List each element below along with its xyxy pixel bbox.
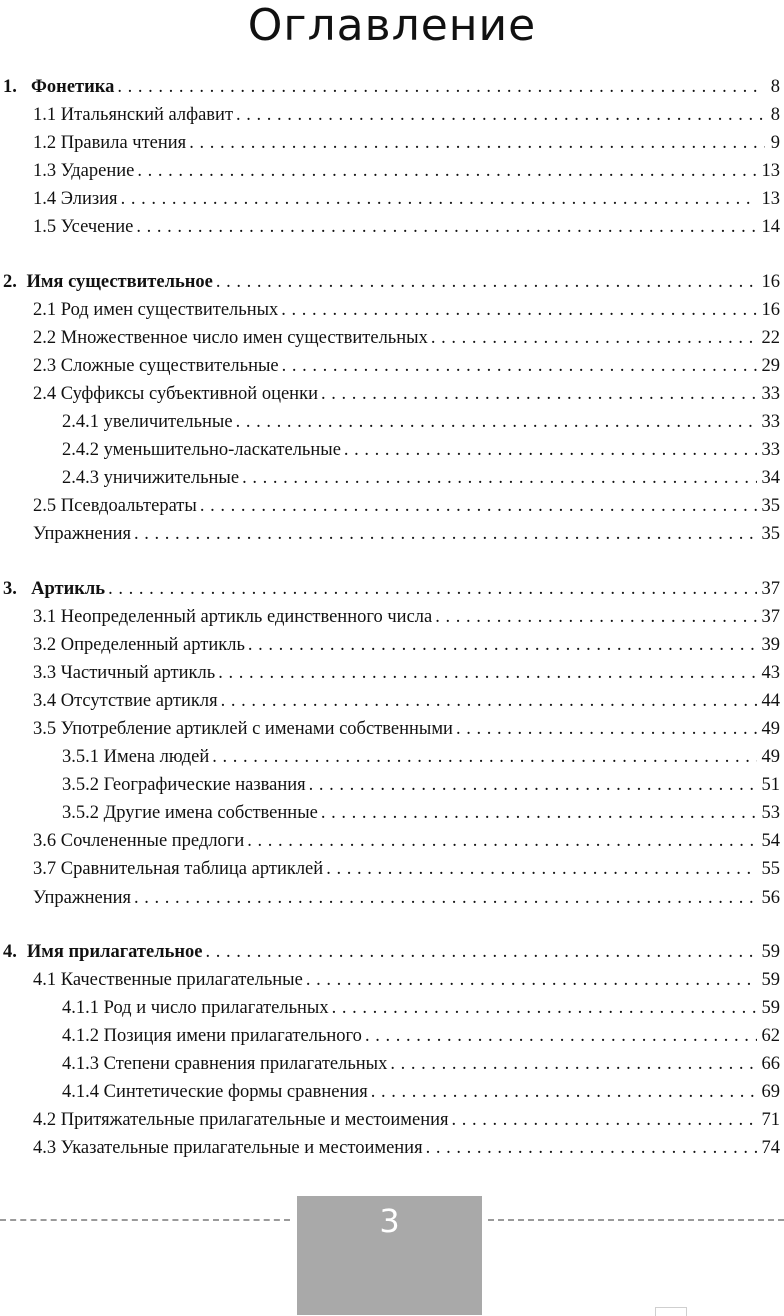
entry-page-number: 49 xyxy=(761,718,780,739)
entry-title: 3.5 Употребление артиклей с именами собственными xyxy=(33,718,453,739)
toc-section xyxy=(0,73,784,242)
dot-leader xyxy=(344,436,757,464)
table-of-contents xyxy=(0,73,784,1162)
dot-leader xyxy=(117,73,763,101)
entry-title: 4.1.2 Позиция имени прилагательного xyxy=(62,1025,362,1046)
entry-title: 4.1 Качественные прилагательные xyxy=(33,969,303,990)
chapter-title: Фонетика xyxy=(31,77,115,97)
dot-leader xyxy=(365,1022,757,1050)
chapter-number: 1. xyxy=(3,77,17,97)
toc-section xyxy=(0,575,784,912)
toc-section xyxy=(0,938,784,1163)
entry-title: 3.5.1 Имена людей xyxy=(62,747,210,768)
entry-page-number: 35 xyxy=(761,524,780,545)
entry-title: 3.5.2 Географические названия xyxy=(62,775,306,796)
entry-title: 1.2 Правила чтения xyxy=(33,133,187,154)
page-number: 3 xyxy=(379,1202,400,1240)
dot-leader xyxy=(108,575,756,603)
dot-leader xyxy=(435,603,756,631)
entry-title: Упражнения xyxy=(33,887,132,908)
entry-title: 2.1 Род имен существительных xyxy=(33,299,279,320)
dot-leader xyxy=(452,1106,757,1134)
entry-title: 4.1.3 Степени сравнения прилагательных xyxy=(62,1054,388,1074)
entry-page-number: 59 xyxy=(761,997,780,1018)
dot-leader xyxy=(248,631,757,659)
toc-subsection-entry[interactable] xyxy=(0,827,784,855)
toc-subsection-entry[interactable] xyxy=(0,296,784,324)
dot-leader xyxy=(321,799,757,827)
entry-page-number: 69 xyxy=(761,1082,780,1103)
footer-dashed-rule-right xyxy=(488,1219,784,1221)
entry-page-number: 44 xyxy=(761,690,780,711)
page-footer xyxy=(0,1196,784,1315)
entry-page-number: 33 xyxy=(761,440,780,461)
toc-subsubsection-entry[interactable] xyxy=(0,799,784,827)
dot-leader xyxy=(121,185,757,213)
toc-subsection-entry[interactable] xyxy=(0,966,784,994)
toc-subsubsection-entry[interactable] xyxy=(0,743,784,771)
toc-subsubsection-entry[interactable] xyxy=(0,464,784,492)
dot-leader xyxy=(216,268,757,296)
dot-leader xyxy=(371,1078,757,1106)
entry-page-number: 51 xyxy=(761,775,780,796)
entry-title: 2.3 Сложные существительные xyxy=(33,355,279,376)
entry-page-number: 37 xyxy=(761,606,780,627)
entry-page-number: 34 xyxy=(761,468,780,489)
dot-leader xyxy=(236,101,765,129)
entry-page-number: 9 xyxy=(770,133,780,154)
entry-title: 3.7 Сравнительная таблица артиклей xyxy=(33,859,324,880)
entry-page-number: 39 xyxy=(761,634,780,655)
entry-page-number: 33 xyxy=(761,383,780,404)
toc-subsection-entry[interactable] xyxy=(0,1134,784,1162)
toc-chapter-entry[interactable] xyxy=(0,268,784,296)
entry-title: 3.1 Неопределенный артикль единственного числа xyxy=(33,606,433,627)
dot-leader xyxy=(456,715,757,743)
entry-page-number: 33 xyxy=(761,412,780,433)
entry-title: 3.6 Сочлененные предлоги xyxy=(33,831,245,852)
dot-leader xyxy=(206,938,757,966)
dot-leader xyxy=(212,743,756,771)
chapter-page-number: 37 xyxy=(761,578,780,599)
toc-subsection-entry[interactable] xyxy=(0,659,784,687)
entry-title: 1.5 Усечение xyxy=(33,217,134,238)
toc-subsubsection-entry[interactable] xyxy=(0,436,784,464)
dot-leader xyxy=(218,659,756,687)
entry-page-number: 35 xyxy=(761,496,780,517)
dot-leader xyxy=(390,1050,756,1078)
entry-page-number: 8 xyxy=(770,105,780,126)
entry-page-number: 49 xyxy=(761,747,780,768)
dot-leader xyxy=(134,520,756,548)
entry-page-number: 29 xyxy=(761,355,780,376)
dot-leader xyxy=(134,884,756,912)
page-title: Оглавление xyxy=(247,0,537,51)
toc-subsubsection-entry[interactable] xyxy=(0,1022,784,1050)
toc-subsection-entry[interactable] xyxy=(0,520,784,548)
entry-title: 2.5 Псевдоальтераты xyxy=(33,496,197,517)
dot-leader xyxy=(326,855,756,883)
entry-page-number: 22 xyxy=(761,327,780,348)
toc-subsection-entry[interactable] xyxy=(0,631,784,659)
toc-chapter-entry[interactable] xyxy=(0,73,784,101)
entry-page-number: 43 xyxy=(761,662,780,683)
entry-page-number: 13 xyxy=(761,161,780,182)
entry-page-number: 74 xyxy=(761,1138,780,1159)
dot-leader xyxy=(282,352,757,380)
entry-title: 3.3 Частичный артикль xyxy=(33,662,216,683)
toc-subsection-entry[interactable] xyxy=(0,1106,784,1134)
entry-title: 4.3 Указательные прилагательные и местоимения xyxy=(33,1138,423,1159)
dot-leader xyxy=(236,408,757,436)
toc-subsubsection-entry[interactable] xyxy=(0,771,784,799)
toc-subsection-entry[interactable] xyxy=(0,157,784,185)
toc-subsection-entry[interactable] xyxy=(0,185,784,213)
entry-title: 1.1 Итальянский алфавит xyxy=(33,105,234,126)
dot-leader xyxy=(136,213,756,241)
entry-title: 2.4 Суффиксы субъективной оценки xyxy=(33,383,318,404)
toc-subsection-entry[interactable] xyxy=(0,352,784,380)
toc-chapter-entry[interactable] xyxy=(0,938,784,966)
toc-subsection-entry[interactable] xyxy=(0,380,784,408)
dot-leader xyxy=(189,129,764,157)
dot-leader xyxy=(426,1134,757,1162)
chapter-title: Имя прилагательное xyxy=(26,941,203,962)
toc-subsection-entry[interactable] xyxy=(0,213,784,241)
chapter-page-number: 16 xyxy=(761,271,780,292)
toc-subsection-entry[interactable] xyxy=(0,492,784,520)
toc-chapter-entry[interactable] xyxy=(0,575,784,603)
entry-page-number: 53 xyxy=(761,803,780,824)
toc-subsection-entry[interactable] xyxy=(0,129,784,157)
dot-leader xyxy=(200,492,757,520)
dot-leader xyxy=(306,966,757,994)
entry-page-number: 16 xyxy=(761,299,780,320)
dot-leader xyxy=(221,687,757,715)
dot-leader xyxy=(242,464,756,492)
entry-page-number: 13 xyxy=(761,189,780,210)
dot-leader xyxy=(431,324,757,352)
toc-subsection-entry[interactable] xyxy=(0,715,784,743)
entry-page-number: 62 xyxy=(761,1025,780,1046)
entry-title: 4.1.4 Синтетические формы сравнения xyxy=(62,1082,368,1103)
entry-page-number: 14 xyxy=(761,217,780,238)
entry-title: 4.2 Притяжательные прилагательные и местоимения xyxy=(33,1110,449,1131)
entry-title: 3.2 Определенный артикль xyxy=(33,634,245,655)
entry-title: 2.4.3 уничижительные xyxy=(62,468,240,489)
toc-subsubsection-entry[interactable] xyxy=(0,994,784,1022)
toc-subsubsection-entry[interactable] xyxy=(0,1050,784,1078)
chapter-page-number: 59 xyxy=(761,941,780,962)
toc-subsection-entry[interactable] xyxy=(0,324,784,352)
entry-page-number: 66 xyxy=(761,1054,780,1074)
entry-title: 2.2 Множественное число имен существительных xyxy=(33,327,428,348)
chapter-page-number: 8 xyxy=(770,77,780,97)
entry-page-number: 56 xyxy=(761,887,780,908)
entry-title: 1.3 Ударение xyxy=(33,161,135,182)
entry-title: Упражнения xyxy=(33,524,132,545)
chapter-number: 2. xyxy=(3,271,17,292)
dot-leader xyxy=(281,296,756,324)
toc-subsection-entry[interactable] xyxy=(0,687,784,715)
footer-dashed-rule-left xyxy=(0,1219,290,1221)
toc-subsection-entry[interactable] xyxy=(0,603,784,631)
entry-title: 1.4 Элизия xyxy=(33,189,118,210)
toc-section xyxy=(0,268,784,549)
entry-page-number: 54 xyxy=(761,831,780,852)
dot-leader xyxy=(321,380,757,408)
page-number-box xyxy=(297,1196,482,1315)
toc-subsection-entry[interactable] xyxy=(0,101,784,129)
dot-leader xyxy=(247,827,756,855)
chapter-title: Артикль xyxy=(31,578,106,599)
entry-title: 2.4.2 уменьшительно-ласкательные xyxy=(62,440,341,461)
dot-leader xyxy=(309,771,757,799)
toc-subsubsection-entry[interactable] xyxy=(0,408,784,436)
chapter-title: Имя существительное xyxy=(26,271,213,292)
entry-title: 4.1.1 Род и число прилагательных xyxy=(62,997,329,1018)
entry-title: 3.4 Отсутствие артикля xyxy=(33,690,218,711)
toc-subsubsection-entry[interactable] xyxy=(0,1078,784,1106)
dot-leader xyxy=(137,157,756,185)
chapter-number: 4. xyxy=(3,941,17,962)
toc-subsection-entry[interactable] xyxy=(0,884,784,912)
entry-page-number: 71 xyxy=(761,1110,780,1131)
dot-leader xyxy=(332,994,757,1022)
entry-page-number: 55 xyxy=(761,859,780,880)
entry-title: 2.4.1 увеличительные xyxy=(62,412,233,433)
entry-title: 3.5.2 Другие имена собственные xyxy=(62,803,318,824)
chapter-number: 3. xyxy=(3,578,17,599)
toc-subsection-entry[interactable] xyxy=(0,855,784,883)
entry-page-number: 59 xyxy=(761,969,780,990)
